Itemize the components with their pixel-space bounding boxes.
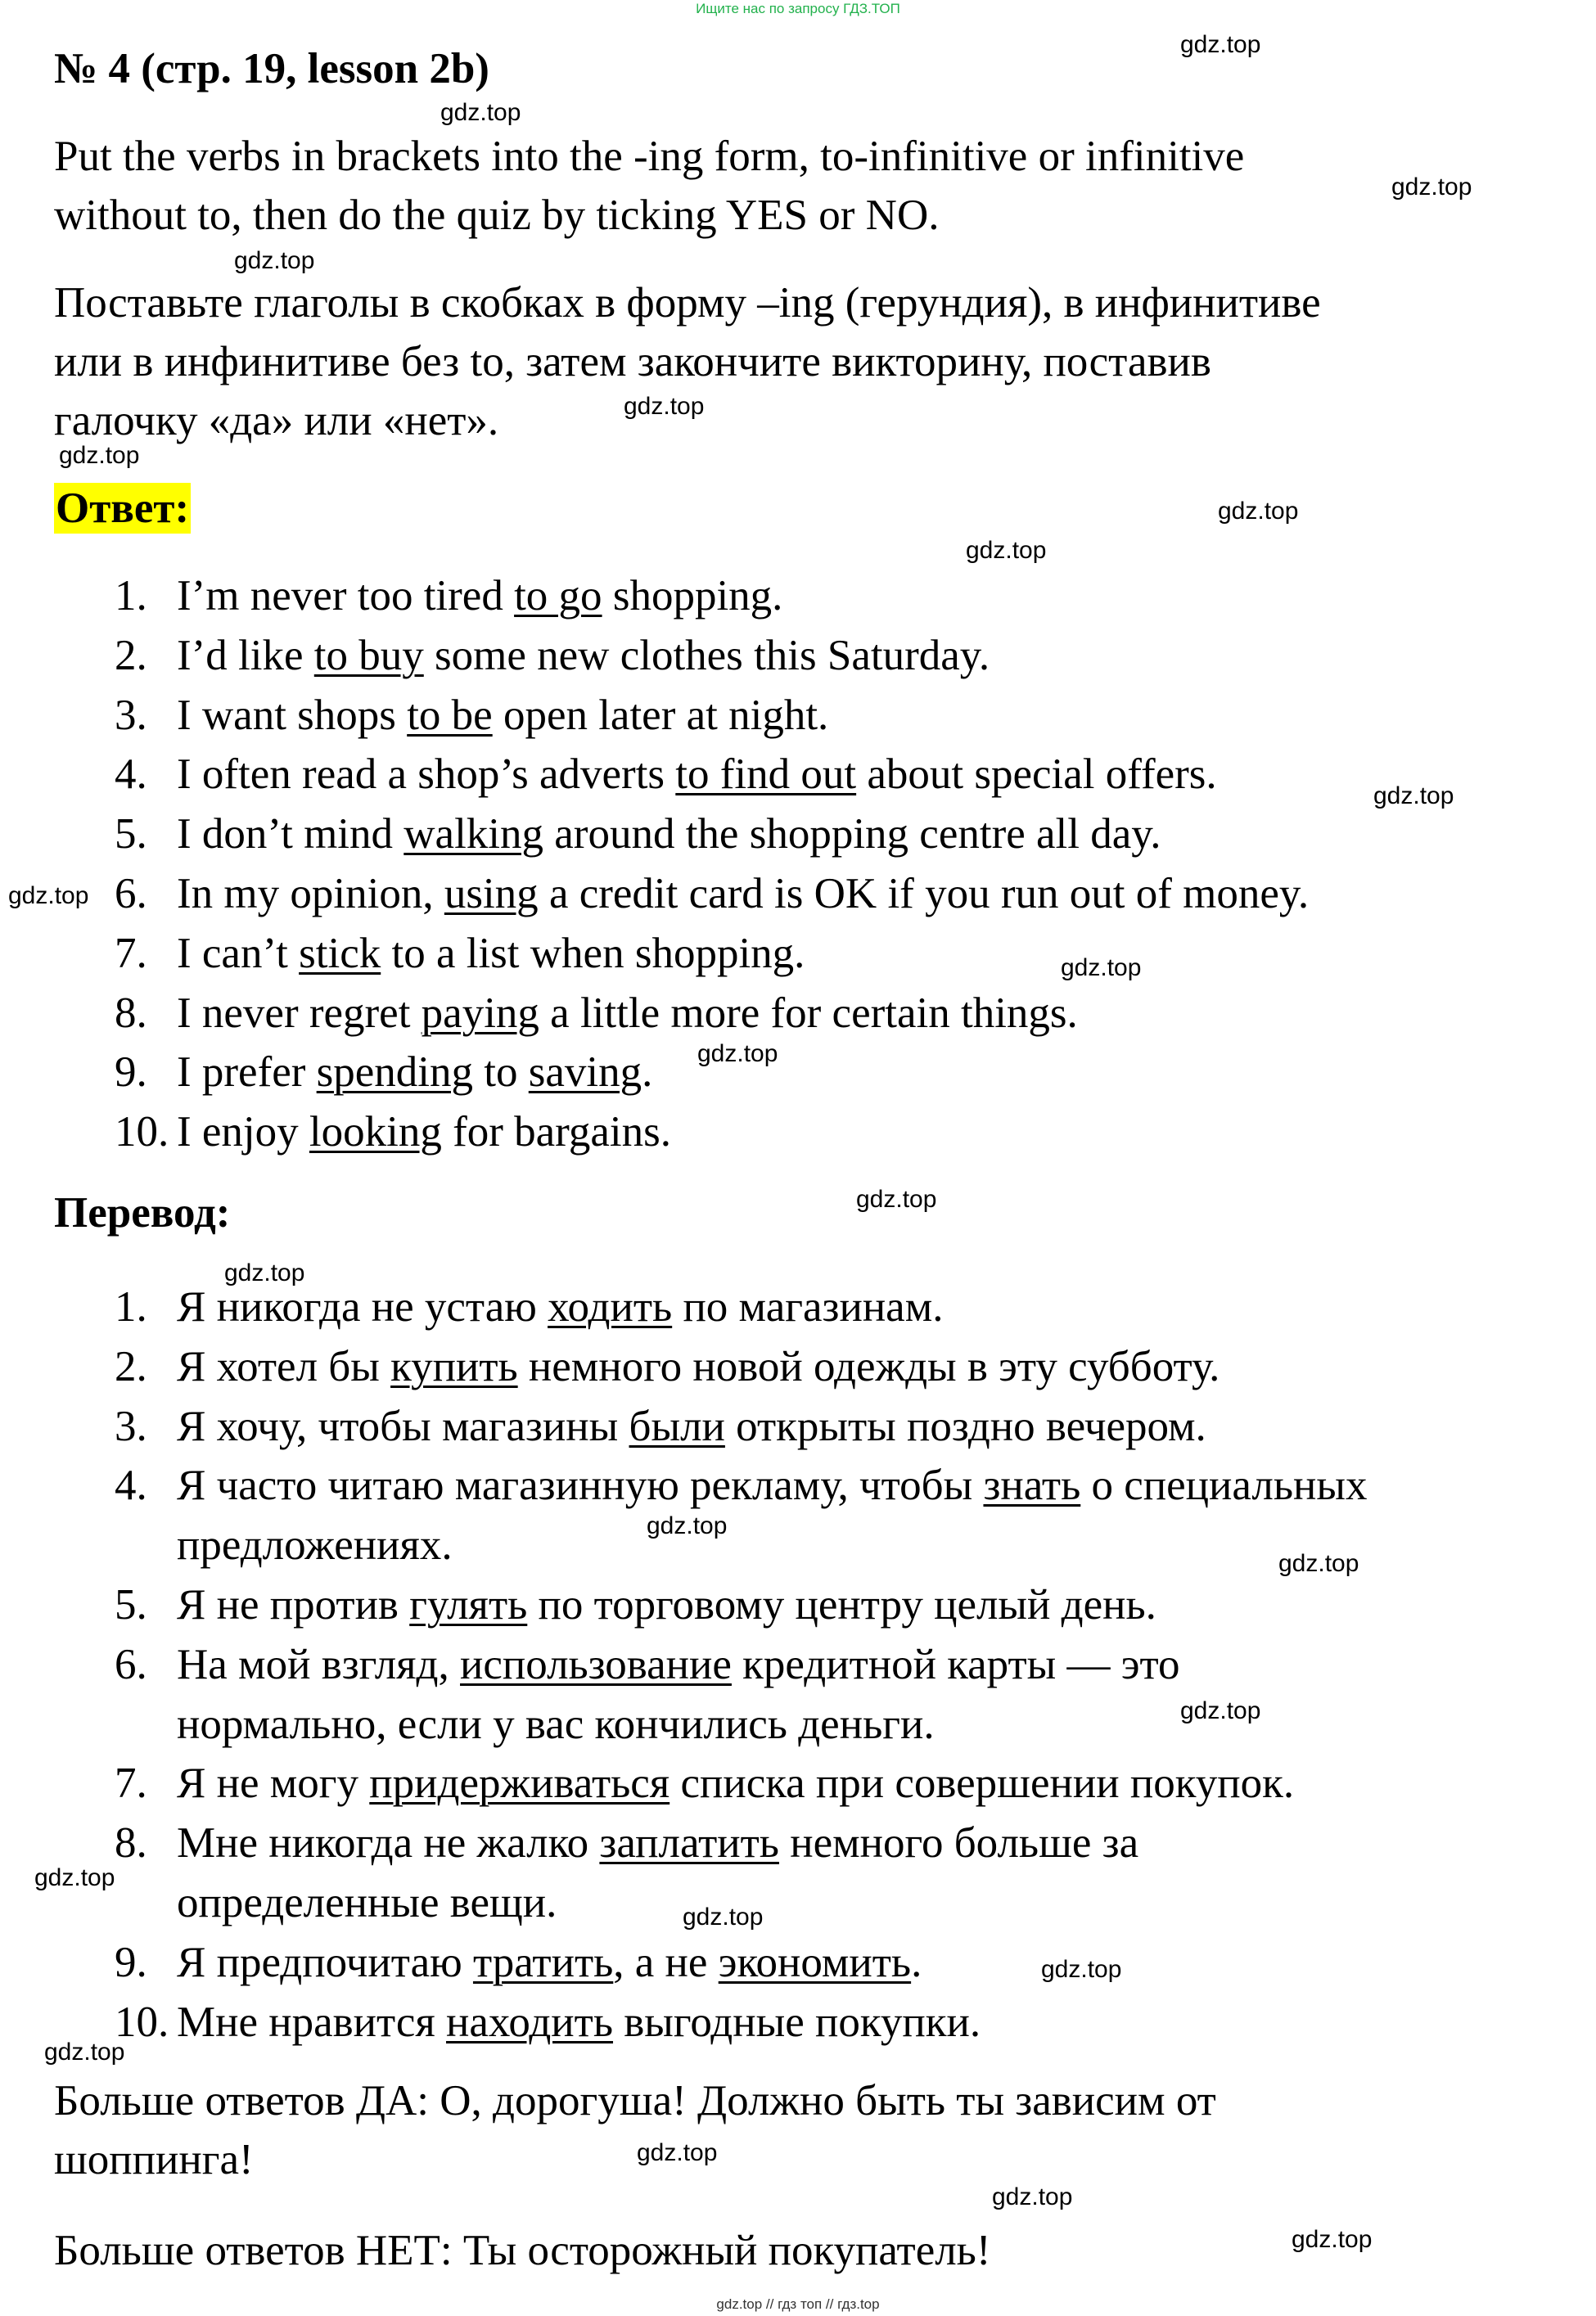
underlined-verb: купить <box>390 1342 518 1390</box>
item-text-part: I never regret <box>177 989 422 1037</box>
underlined-verb: to find out <box>675 750 857 799</box>
watermark[interactable]: gdz.top <box>1041 1956 1122 1983</box>
item-number: 10. <box>115 1998 169 2046</box>
item-text <box>177 1102 671 1162</box>
item-line <box>177 1641 1179 1688</box>
item-line <box>177 1283 944 1331</box>
item-text-part: around the shopping centre all day. <box>543 810 1161 858</box>
item-line: предложениях. <box>177 1521 453 1570</box>
item-text-part: a credit card is OK if you run out of money. <box>538 869 1310 917</box>
item-line <box>177 750 1217 798</box>
watermark[interactable]: gdz.top <box>1391 173 1472 201</box>
item-text <box>177 1456 1368 1575</box>
item-text-part: to <box>473 1048 529 1097</box>
item-text-part: Я никогда не устаю <box>177 1283 548 1331</box>
item-text-part: I don’t mind <box>177 810 404 858</box>
item-text <box>177 1397 1206 1457</box>
instruction-ru-line: галочку «да» или «нет». <box>54 397 499 444</box>
item-line <box>177 1760 1294 1807</box>
item-text-part: I prefer <box>177 1048 317 1097</box>
item-text-part: немного новой одежды в эту субботу. <box>517 1342 1220 1390</box>
item-line <box>177 692 828 739</box>
item-text-part: по торговому центру целый день. <box>527 1580 1156 1629</box>
item-number: 3. <box>115 1402 147 1450</box>
watermark[interactable]: gdz.top <box>966 537 1047 564</box>
item-text-part: Я не против <box>177 1580 410 1629</box>
item-text-part: I’m never too tired <box>177 572 515 620</box>
watermark[interactable]: gdz.top <box>224 1259 305 1286</box>
translation-label: Перевод: <box>54 1189 231 1237</box>
item-line <box>177 1462 1368 1509</box>
item-text-part: shopping. <box>602 572 783 620</box>
item-text-part: , а не <box>613 1938 719 1986</box>
item-text <box>177 1337 1220 1397</box>
watermark[interactable]: gdz.top <box>1061 954 1142 981</box>
item-line <box>177 989 1078 1037</box>
underlined-verb: paying <box>421 989 539 1037</box>
item-text <box>177 1754 1294 1814</box>
item-line <box>177 1403 1206 1450</box>
underlined-verb: to go <box>514 572 602 620</box>
watermark[interactable]: gdz.top <box>440 99 521 126</box>
underlined-verb: тратить <box>472 1938 614 1986</box>
instruction-ru-line: или в инфинитиве без to, затем закончите викторину, поставив <box>54 338 1211 385</box>
exercise-title: № 4 (стр. 19, lesson 2b) <box>54 45 489 92</box>
item-text-part: На мой взгляд, <box>177 1640 461 1688</box>
watermark[interactable]: gdz.top <box>647 1512 728 1539</box>
answer-label: Ответ: <box>56 484 190 532</box>
item-text-part: . <box>642 1048 653 1097</box>
item-text-part: to a list when shopping. <box>381 929 805 977</box>
instruction-ru-line: Поставьте глаголы в скобках в форму –ing (герундия), в инфинитиве <box>54 279 1321 327</box>
item-text-part: I’d like <box>177 631 314 679</box>
item-text-part: open later at night. <box>492 691 829 739</box>
item-text-part: Мне никогда не жалко <box>177 1819 600 1868</box>
item-number: 7. <box>115 1760 147 1808</box>
underlined-verb: to be <box>407 691 493 739</box>
underlined-verb: saving <box>528 1048 642 1097</box>
instruction-ru <box>54 273 1321 450</box>
underlined-verb: экономить <box>718 1938 912 1986</box>
item-text-part: выгодные покупки. <box>613 1998 981 2046</box>
item-line <box>177 1581 1156 1629</box>
item-text-part: . <box>911 1938 922 1986</box>
item-text <box>177 745 1217 804</box>
item-line <box>177 632 990 679</box>
item-line: нормально, если у вас кончились деньги. <box>177 1700 935 1748</box>
watermark[interactable]: gdz.top <box>1218 498 1299 525</box>
result-yes-line: Больше ответов ДА: О, дорогуша! Должно быть ты зависим от <box>54 2077 1216 2125</box>
item-line <box>177 870 1309 917</box>
item-text <box>177 1933 922 1993</box>
underlined-verb: придерживаться <box>369 1760 670 1808</box>
instruction-en-line: without to, then do the quiz by ticking YES or NO. <box>54 191 940 239</box>
item-text-part: Мне нравится <box>177 1998 446 2046</box>
item-text-part: кредитной карты — это <box>731 1640 1180 1688</box>
instruction-en-line: Put the verbs in brackets into the -ing form, to-infinitive or infinitive <box>54 133 1245 180</box>
item-text-part: Я хочу, чтобы магазины <box>177 1402 629 1450</box>
item-number: 5. <box>115 1580 147 1629</box>
item-text-part: Я предпочитаю <box>177 1938 473 1986</box>
item-number: 10. <box>115 1108 169 1156</box>
underlined-verb: заплатить <box>599 1819 779 1868</box>
item-number: 2. <box>115 631 147 679</box>
watermark[interactable]: gdz.top <box>1278 1550 1359 1577</box>
item-number: 1. <box>115 572 147 620</box>
item-number: 8. <box>115 989 147 1037</box>
item-text <box>177 864 1309 924</box>
watermark[interactable]: gdz.top <box>1180 1697 1261 1724</box>
item-line <box>177 572 782 620</box>
item-text <box>177 804 1161 864</box>
watermark[interactable]: gdz.top <box>34 1864 115 1891</box>
item-line <box>177 1939 922 1986</box>
item-number: 4. <box>115 750 147 799</box>
underlined-verb: ходить <box>548 1283 673 1331</box>
item-line <box>177 1343 1220 1390</box>
underlined-verb: walking <box>404 810 544 858</box>
item-text <box>177 1993 981 2052</box>
item-text-part: I want shops <box>177 691 408 739</box>
item-number: 8. <box>115 1819 147 1868</box>
item-number: 7. <box>115 929 147 977</box>
item-line <box>177 1819 1138 1867</box>
item-text-part: I can’t <box>177 929 300 977</box>
item-text-part: In my opinion, <box>177 869 444 917</box>
item-text <box>177 924 805 984</box>
underlined-verb: были <box>629 1402 725 1450</box>
item-text-part: открыты поздно вечером. <box>724 1402 1206 1450</box>
item-text-part: по магазинам. <box>672 1283 944 1331</box>
underlined-verb: looking <box>309 1108 442 1156</box>
underlined-verb: spending <box>316 1048 474 1097</box>
item-text-part: списка при совершении покупок. <box>670 1760 1295 1808</box>
top-banner[interactable]: Ищите нас по запросу ГДЗ.ТОП <box>696 1 900 16</box>
watermark[interactable]: gdz.top <box>624 393 705 420</box>
watermark[interactable]: gdz.top <box>1373 782 1454 809</box>
item-number: 2. <box>115 1342 147 1390</box>
instruction-en <box>54 127 1244 245</box>
result-yes <box>54 2071 1216 2189</box>
watermark[interactable]: gdz.top <box>8 882 89 909</box>
underlined-verb: using <box>444 869 539 917</box>
item-number: 9. <box>115 1048 147 1097</box>
underlined-verb: использование <box>460 1640 732 1688</box>
item-line: определенные вещи. <box>177 1878 557 1926</box>
watermark[interactable]: gdz.top <box>697 1040 778 1067</box>
item-text <box>177 984 1078 1043</box>
item-number: 4. <box>115 1462 147 1510</box>
item-number: 3. <box>115 691 147 739</box>
item-text-part: Я не могу <box>177 1760 370 1808</box>
watermark[interactable]: gdz.top <box>856 1186 937 1213</box>
item-text <box>177 686 828 746</box>
item-text-part: немного больше за <box>778 1819 1139 1868</box>
item-line <box>177 1998 981 2046</box>
item-line <box>177 1108 671 1156</box>
item-text-part: about special offers. <box>856 750 1217 799</box>
watermark[interactable]: gdz.top <box>44 2039 125 2066</box>
watermark[interactable]: gdz.top <box>992 2183 1073 2210</box>
watermark[interactable]: gdz.top <box>1180 31 1261 58</box>
item-text-part: some new clothes this Saturday. <box>423 631 990 679</box>
item-text <box>177 1635 1179 1755</box>
underlined-verb: гулять <box>409 1580 528 1629</box>
item-number: 6. <box>115 869 147 917</box>
item-text-part: Я хотел бы <box>177 1342 391 1390</box>
item-text <box>177 1043 652 1102</box>
item-line <box>177 930 805 977</box>
item-line <box>177 1048 652 1096</box>
watermark[interactable]: gdz.top <box>59 442 140 469</box>
item-number: 1. <box>115 1283 147 1331</box>
underlined-verb: знать <box>983 1462 1081 1510</box>
item-text <box>177 1575 1156 1635</box>
item-text-part: о специальных <box>1080 1462 1368 1510</box>
result-yes-line: шоппинга! <box>54 2136 254 2183</box>
underlined-verb: находить <box>446 1998 614 2046</box>
item-number: 6. <box>115 1640 147 1688</box>
watermark[interactable]: gdz.top <box>234 247 315 274</box>
item-text <box>177 626 990 686</box>
item-number: 5. <box>115 810 147 858</box>
item-text-part: I often read a shop’s adverts <box>177 750 676 799</box>
watermark[interactable]: gdz.top <box>1292 2226 1373 2253</box>
underlined-verb: to buy <box>313 631 424 679</box>
item-text-part: a little more for certain things. <box>539 989 1078 1037</box>
item-text-part: Я часто читаю магазинную рекламу, чтобы <box>177 1462 984 1510</box>
bottom-banner[interactable]: gdz.top // гдз топ // гдз.top <box>716 2296 880 2312</box>
result-no: Больше ответов НЕТ: Ты осторожный покупатель! <box>54 2227 991 2274</box>
item-text <box>177 1814 1138 1933</box>
item-line <box>177 810 1161 858</box>
watermark[interactable]: gdz.top <box>637 2139 718 2166</box>
item-text-part: I enjoy <box>177 1108 309 1156</box>
item-number: 9. <box>115 1938 147 1986</box>
watermark[interactable]: gdz.top <box>683 1904 764 1931</box>
item-text-part: for bargains. <box>441 1108 671 1156</box>
underlined-verb: stick <box>299 929 381 977</box>
item-text <box>177 566 782 626</box>
